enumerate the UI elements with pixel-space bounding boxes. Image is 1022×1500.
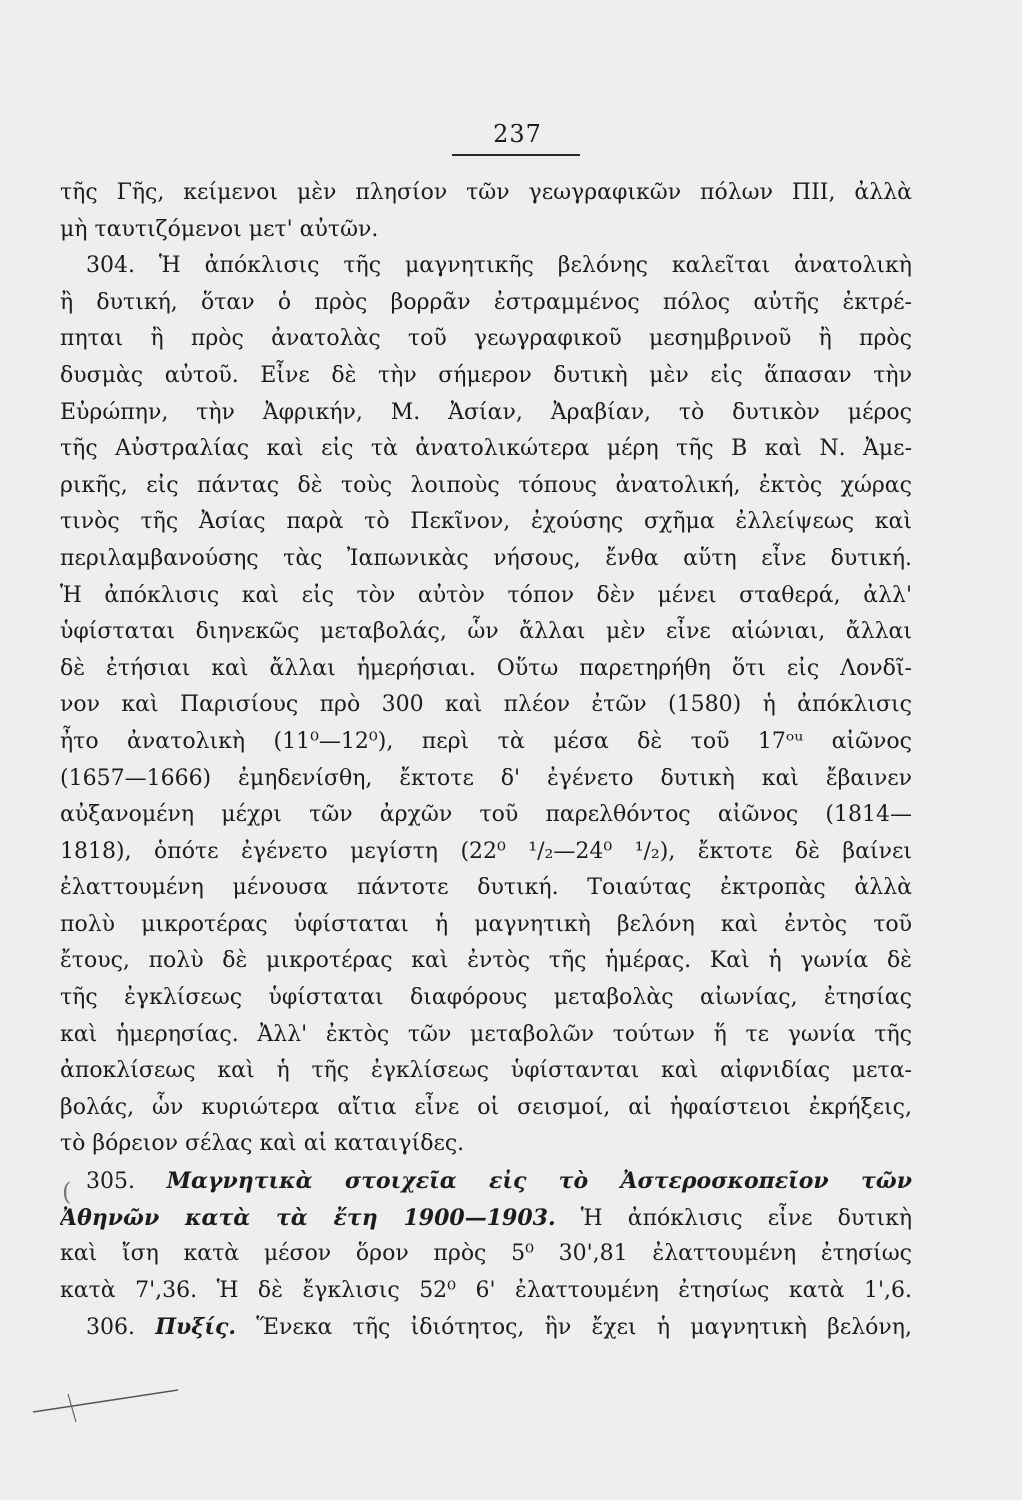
text-line-content: νον καὶ Παρισίους πρὸ 300 καὶ πλέον ἐτῶν (1580) ἡ ἀπόκλισις (60, 692, 912, 718)
text-line (60, 321, 912, 358)
text-line (60, 1017, 912, 1054)
text-line-content: αὐξανομένη μέχρι τῶν ἀρχῶν τοῦ παρελθόντος αἰῶνος (1814— (60, 802, 912, 828)
text-line (60, 285, 912, 322)
sec306-text: Ἕνεκα τῆς ἰδιότητος, ἣν ἔχει ἡ μαγνητικὴ βελόνη, (256, 1315, 912, 1341)
sec305-line-1 (60, 1163, 912, 1200)
text-line-content: Ἡ ἀπόκλισις καὶ εἰς τὸν αὐτὸν τόπον δὲν μένει σταθερά, ἀλλ' (60, 582, 912, 608)
text-line (60, 907, 912, 944)
text-line-content: ἐλαττουμένη μένουσα πάντοτε δυτική. Τοιαύτας ἐκτροπὰς ἀλλὰ (60, 875, 912, 901)
text-line (60, 761, 912, 798)
text-line-content: ρικῆς, εἰς πάντας δὲ τοὺς λοιποὺς τόπους ἀνατολική, ἐκτὸς χώρας (60, 472, 912, 498)
text-line (60, 724, 912, 761)
sec305-line-3: καὶ ἴση κατὰ μέσον ὅρον πρὸς 5⁰ 30',81 ἐλαττουμένη ἐτησίως (60, 1241, 912, 1267)
text-line-content: ἦτο ἀνατολικὴ (11⁰—12⁰), περὶ τὰ μέσα δὲ τοῦ 17ᵒᵘ αἰῶνος (60, 728, 912, 754)
page-number: 237 (493, 120, 542, 148)
text-line-content: ὑφίσταται διηνεκῶς μεταβολάς, ὧν ἄλλαι μὲν εἶνε αἰώνιαι, ἄλλαι (60, 619, 912, 645)
text-line-content: πολὺ μικροτέρας ὑφίσταται ἡ μαγνητικὴ βελόνη καὶ ἐντὸς τοῦ (60, 911, 912, 937)
text-line (60, 797, 912, 834)
text-line-content: καὶ ἡμερησίας. Ἀλλ' ἐκτὸς τῶν μεταβολῶν τούτων ἥ τε γωνία τῆς (60, 1021, 912, 1047)
text-line (60, 1090, 912, 1127)
sec305-title-a: Μαγνητικὰ στοιχεῖα εἰς τὸ Ἀστεροσκοπεῖον τῶν (166, 1168, 912, 1195)
text-line (60, 834, 912, 871)
text-line-content: βολάς, ὧν κυριώτερα αἴτια εἶνε οἱ σεισμοί, αἱ ἡφαίστειοι ἐκρήξεις, (60, 1094, 912, 1120)
text-line-content: ἀποκλίσεως καὶ ἡ τῆς ἐγκλίσεως ὑφίστανται καὶ αἰφνιδίας μετα- (60, 1058, 912, 1084)
text-line-content: ἢ δυτική, ὅταν ὁ πρὸς βορρᾶν ἐστραμμένος πόλος αὐτῆς ἐκτρέ- (60, 289, 912, 315)
text-line (60, 468, 912, 505)
pencil-stroke-mark (28, 1352, 228, 1422)
text-line-content: Εὐρώπην, τὴν Ἀφρικήν, Μ. Ἀσίαν, Ἀραβίαν, τὸ δυτικὸν μέρος (60, 399, 912, 425)
text-line-content: τινὸς τῆς Ἀσίας παρὰ τὸ Πεκῖνον, ἐχούσης σχῆμα ἐλλείψεως καὶ (60, 509, 912, 535)
text-line-content: δὲ ἐτήσιαι καὶ ἄλλαι ἡμερήσιαι. Οὕτω παρετηρήθη ὅτι εἰς Λονδῖ- (60, 655, 912, 681)
body-text (60, 175, 912, 1346)
text-line-content: τῆς ἐγκλίσεως ὑφίσταται διαφόρους μεταβολὰς αἰωνίας, ἐτησίας (60, 985, 912, 1011)
text-line-content: δυσμὰς αὐτοῦ. Εἶνε δὲ τὴν σήμερον δυτικὴ μὲν εἰς ἅπασαν τὴν (60, 362, 912, 388)
page-number-rule (452, 154, 580, 156)
text-line (60, 358, 912, 395)
sec305-text-b: Ἡ ἀπόκλισις εἶνε δυτικὴ (580, 1205, 912, 1231)
text-line (60, 943, 912, 980)
sec305-number: 305. (86, 1169, 135, 1195)
sec306-number: 306. (86, 1315, 135, 1341)
text-line (60, 212, 912, 249)
text-line (60, 1053, 912, 1090)
text-line (60, 431, 912, 468)
sec306-title: Πυξίς. (155, 1314, 237, 1341)
text-line (60, 614, 912, 651)
sec306-line-1 (60, 1309, 912, 1346)
text-line (60, 687, 912, 724)
sec305-line-2 (60, 1200, 912, 1237)
text-line (60, 175, 912, 212)
text-line (60, 504, 912, 541)
text-line-content: περιλαμβανούσης τὰς Ἰαπωνικὰς νήσους, ἔνθα αὕτη εἶνε δυτική. (60, 545, 912, 571)
text-line (60, 395, 912, 432)
text-line (60, 980, 912, 1017)
text-line-content: 1818), ὁπότε ἐγένετο μεγίστη (22⁰ ¹/₂—24⁰ ¹/₂), ἔκτοτε δὲ βαίνει (60, 838, 912, 864)
text-line-content: πηται ἢ πρὸς ἀνατολὰς τοῦ γεωγραφικοῦ μεσημβρινοῦ ἢ πρὸς (60, 326, 912, 352)
text-line (60, 651, 912, 688)
text-line-content: τῆς Γῆς, κείμενοι μὲν πλησίον τῶν γεωγραφικῶν πόλων ΠΙΙ, ἀλλὰ (60, 180, 912, 205)
text-line-content: τὸ βόρειον σέλας καὶ αἱ καταιγίδες. (60, 1131, 465, 1157)
text-line-content: (1657—1666) ἐμηδενίσθη, ἔκτοτε δ' ἐγένετο δυτικὴ καὶ ἔβαινεν (60, 765, 912, 791)
text-line-content: μὴ ταυτιζόμενοι μετ' αὐτῶν. (60, 216, 379, 242)
pencil-paren-mark: ( (62, 1178, 72, 1206)
text-line (60, 578, 912, 615)
text-line-content: ἔτους, πολὺ δὲ μικροτέρας καὶ ἐντὸς τῆς ἡμέρας. Καὶ ἡ γωνία δὲ (60, 948, 912, 974)
sec305-line-4: κατὰ 7',36. Ἡ δὲ ἔγκλισις 52⁰ 6' ἐλαττουμένη ἐτησίως κατὰ 1',6. (60, 1277, 912, 1303)
sec305-title-b: Ἀθηνῶν κατὰ τὰ ἔτη 1900—1903. (60, 1204, 556, 1231)
text-line (60, 870, 912, 907)
text-line (60, 248, 912, 285)
text-line (60, 1126, 912, 1163)
text-line-content: 304. Ἡ ἀπόκλισις τῆς μαγνητικῆς βελόνης καλεῖται ἀνατολικὴ (86, 253, 912, 279)
text-line-content: τῆς Αὐστραλίας καὶ εἰς τὰ ἀνατολικώτερα μέρη τῆς Β καὶ Ν. Ἀμε- (60, 436, 912, 462)
text-line (60, 541, 912, 578)
